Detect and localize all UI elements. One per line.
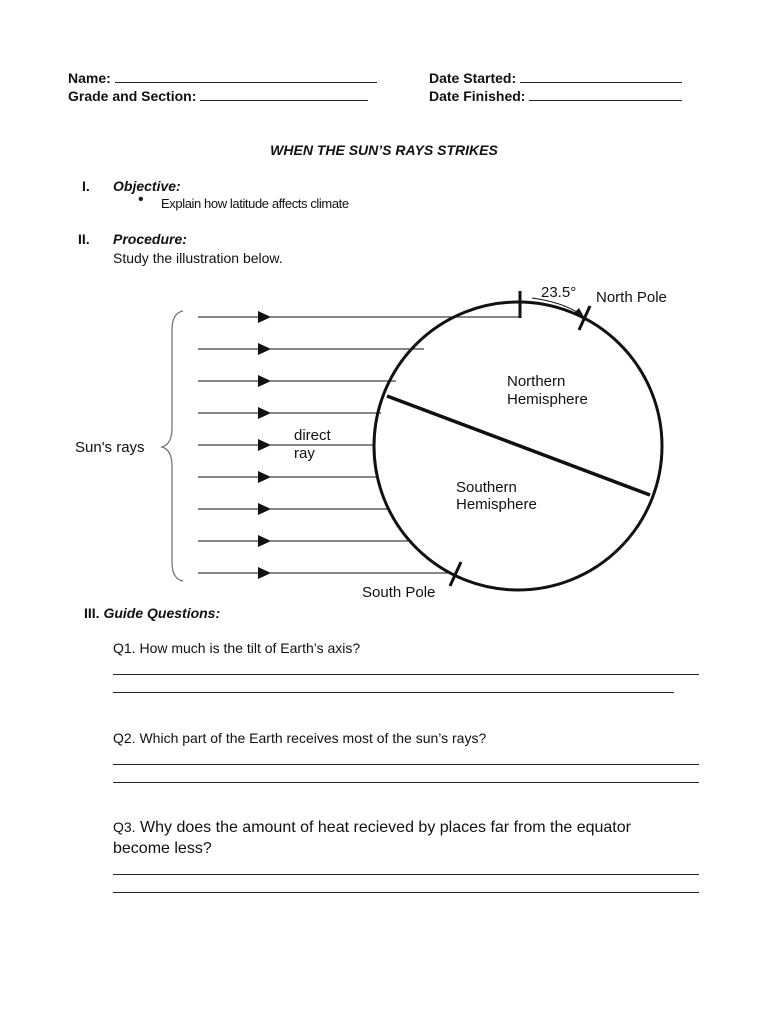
arrowhead-icon (258, 471, 271, 483)
northern-hemisphere-label-1: Northern (507, 373, 566, 390)
direct-ray-label-1: direct (294, 427, 331, 444)
arrowhead-icon (258, 535, 271, 547)
date-finished-blank[interactable] (529, 88, 682, 101)
grade-section-label: Grade and Section: (68, 88, 197, 104)
date-started-label: Date Started: (429, 70, 517, 86)
answer-line-q1-b[interactable] (113, 692, 674, 693)
name-blank[interactable] (115, 70, 377, 83)
question-1: Q1. How much is the tilt of Earth’s axis? (113, 640, 361, 656)
brace-icon (162, 311, 183, 581)
procedure-heading: Procedure: (113, 231, 187, 247)
answer-line-q2-a[interactable] (113, 764, 699, 765)
arrowheads (258, 311, 271, 579)
grade-section-blank[interactable] (200, 88, 368, 101)
northern-hemisphere-label-2: Hemisphere (507, 391, 588, 408)
date-finished-row (429, 88, 682, 104)
answer-line-q3-a[interactable] (113, 874, 699, 875)
date-started-blank[interactable] (520, 70, 682, 83)
guide-numeral: III. (84, 605, 100, 621)
objective-numeral: I. (82, 178, 90, 194)
guide-heading: Guide Questions: (103, 605, 221, 621)
date-started-row (429, 70, 682, 86)
arrowhead-icon (258, 407, 271, 419)
suns-rays-label: Sun's rays (75, 439, 145, 456)
worksheet-title: WHEN THE SUN’S RAYS STRIKES (270, 142, 498, 158)
arrowhead-icon (258, 343, 271, 355)
guide-heading-row (84, 605, 220, 621)
question-3-line1 (113, 819, 631, 837)
equator-line (387, 396, 650, 495)
south-pole-label: South Pole (362, 584, 436, 601)
north-pole-label: North Pole (596, 289, 667, 306)
answer-line-q2-b[interactable] (113, 782, 699, 783)
tilt-angle-label: 23.5° (541, 284, 577, 301)
question-3-line2: become less? (113, 840, 212, 857)
arrowhead-icon (258, 439, 271, 451)
question-3-text-1: Why does the amount of heat recieved by places far from the equator (140, 819, 631, 836)
name-label: Name: (68, 70, 111, 86)
date-finished-label: Date Finished: (429, 88, 526, 104)
objective-heading: Objective: (113, 178, 181, 194)
name-row (68, 70, 377, 86)
bullet-icon: • (138, 191, 144, 208)
arrowhead-icon (258, 503, 271, 515)
earth-tilt-illustration (0, 280, 768, 610)
southern-hemisphere-label-1: Southern (456, 479, 517, 496)
direct-ray-label-2: ray (294, 445, 315, 462)
procedure-numeral: II. (78, 231, 90, 247)
objective-bullet-text: Explain how latitude affects climate (161, 196, 349, 211)
arrowhead-icon (258, 375, 271, 387)
sun-ray-arrows (198, 317, 520, 573)
question-3-prefix: Q3. (113, 819, 136, 835)
southern-hemisphere-label-2: Hemisphere (456, 496, 537, 513)
arrowhead-icon (258, 311, 271, 323)
question-2: Q2. Which part of the Earth receives most of the sun’s rays? (113, 730, 487, 746)
answer-line-q3-b[interactable] (113, 892, 699, 893)
answer-line-q1-a[interactable] (113, 674, 699, 675)
arrowhead-icon (258, 567, 271, 579)
grade-row (68, 88, 368, 104)
procedure-instruction: Study the illustration below. (113, 250, 283, 266)
